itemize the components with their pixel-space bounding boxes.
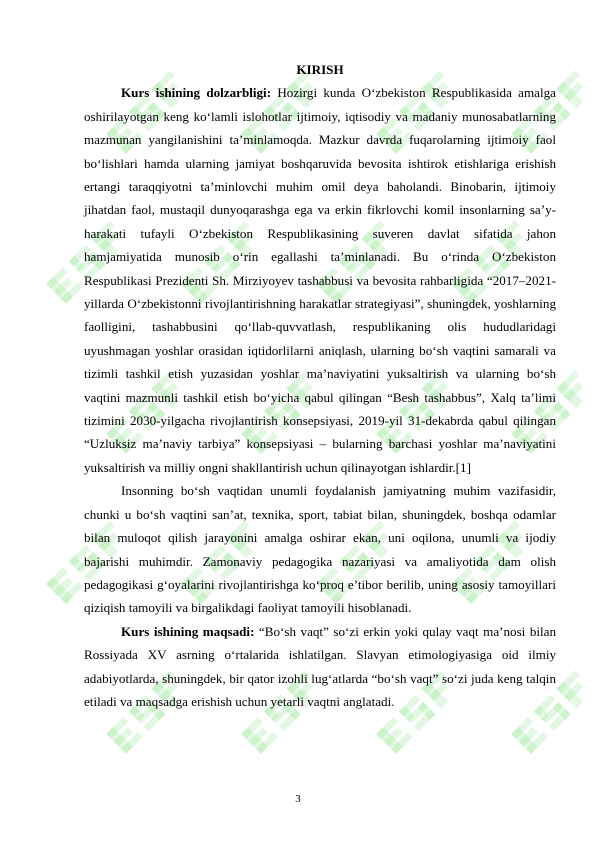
paragraph-leisure (84, 479, 556, 619)
page-number: 3 (295, 793, 301, 805)
paragraph-lead-goal: Kurs ishining maqsadi: (121, 623, 255, 639)
paragraph-relevance (84, 81, 556, 479)
paragraph-text-goal: “Bo‘sh vaqt” so‘zi erkin yoki qulay vaqt ma’nosi bilan Rossiyada XV asrning o‘rtalarida ishlatilgan. Slavyan etimologiyasiga oid ilmiy adabiyotlarda, shuningdek, bir qator izohli lug‘atlarda “bo‘sh vaqt” so‘zi juda keng talqin etiladi va maqsadga erishish uchun yetarli vaqtni anglatadi. (84, 623, 557, 709)
paragraph-lead-relevance: Kurs ishining dolzarbligi: (121, 85, 272, 101)
paragraph-goal (84, 620, 556, 714)
paragraph-text-relevance: Hozirgi kunda O‘zbekiston Respublikasida amalga oshirilayotgan keng ko‘lamli islohotlar ijtimoiy, iqtisodiy va madaniy munosabatlarning mazmunan yangilanishini ta’minlamoqda. Mazkur davrda fuqarolarning ijtimoiy faol bo‘lishlari hamda ularning jamiyat boshqaruvida bevosita ishtirok etishlariga erishish ertangi taraqqiyotni ta’minlovchi muhim omil deya baholandi. Binobarin, ijtimoiy jihatdan faol, mustaqil dunyoqarashga ega va erkin fikrlovchi komil insonlarning sa’y-harakati tufayli O‘zbekiston Respublikasining suveren davlat sifatida jahon hamjamiyatida munosib o‘rin egallashi ta’minlanadi. Bu o‘rinda O‘zbekiston Respublikasi Prezidenti Sh. Mirziyoyev tashabbusi va bevosita rahbarligida “2017–2021-yillarda O‘zbekistonni rivojlantirishning harakatlar strategiyasi”, shuningdek, yoshlarning faolligini, tashabbusini qo‘llab-quvvatlash, respublikaning olis hududlaridagi uyushmagan yoshlar orasidan iqtidorlilarni aniqlash, ularning bo‘sh vaqtini samarali va tizimli tashkil etish yuzasidan yoshlar ma’naviyatini yuksaltirish va ularning bo‘sh vaqtini mazmunli tashkil etish bo‘yicha qabul qilingan “Besh tashabbus”, Xalq ta’limi tizimini 2030-yilgacha rivojlantirish konsepsiyasi, 2019-yil 31-dekabrda qabul qilingan “Uzluksiz ma’naviy tarbiya” konsepsiyasi – bularning barchasi yoshlar ma’naviyatini yuksaltirish va milliy ongni shakllantirish uchun qilinayotgan ishlardir.[1] (84, 85, 556, 475)
page-title: KIRISH (296, 62, 344, 77)
paragraph-text-leisure: Insonning bo‘sh vaqtidan unumli foydalanish jamiyatning muhim vazifasidir, chunki u bo‘sh vaqtini san’at, texnika, sport, tabiat bilan, shuningdek, boshqa odamlar bilan muloqot qilish jarayonini amalga oshirar ekan, uni oqilona, unumli va ijodiy bajarishi muhimdir. Zamonaviy pedagogika nazariyasi va amaliyotida dam olish pedagogikasi g‘oyalarini rivojlantirishga ko‘proq e’tibor berilib, uning asosiy tamoyillari qiziqish tamoyili va birgalikdagi faoliyat tamoyili hisoblanadi. (84, 483, 556, 616)
document-body (84, 58, 556, 713)
